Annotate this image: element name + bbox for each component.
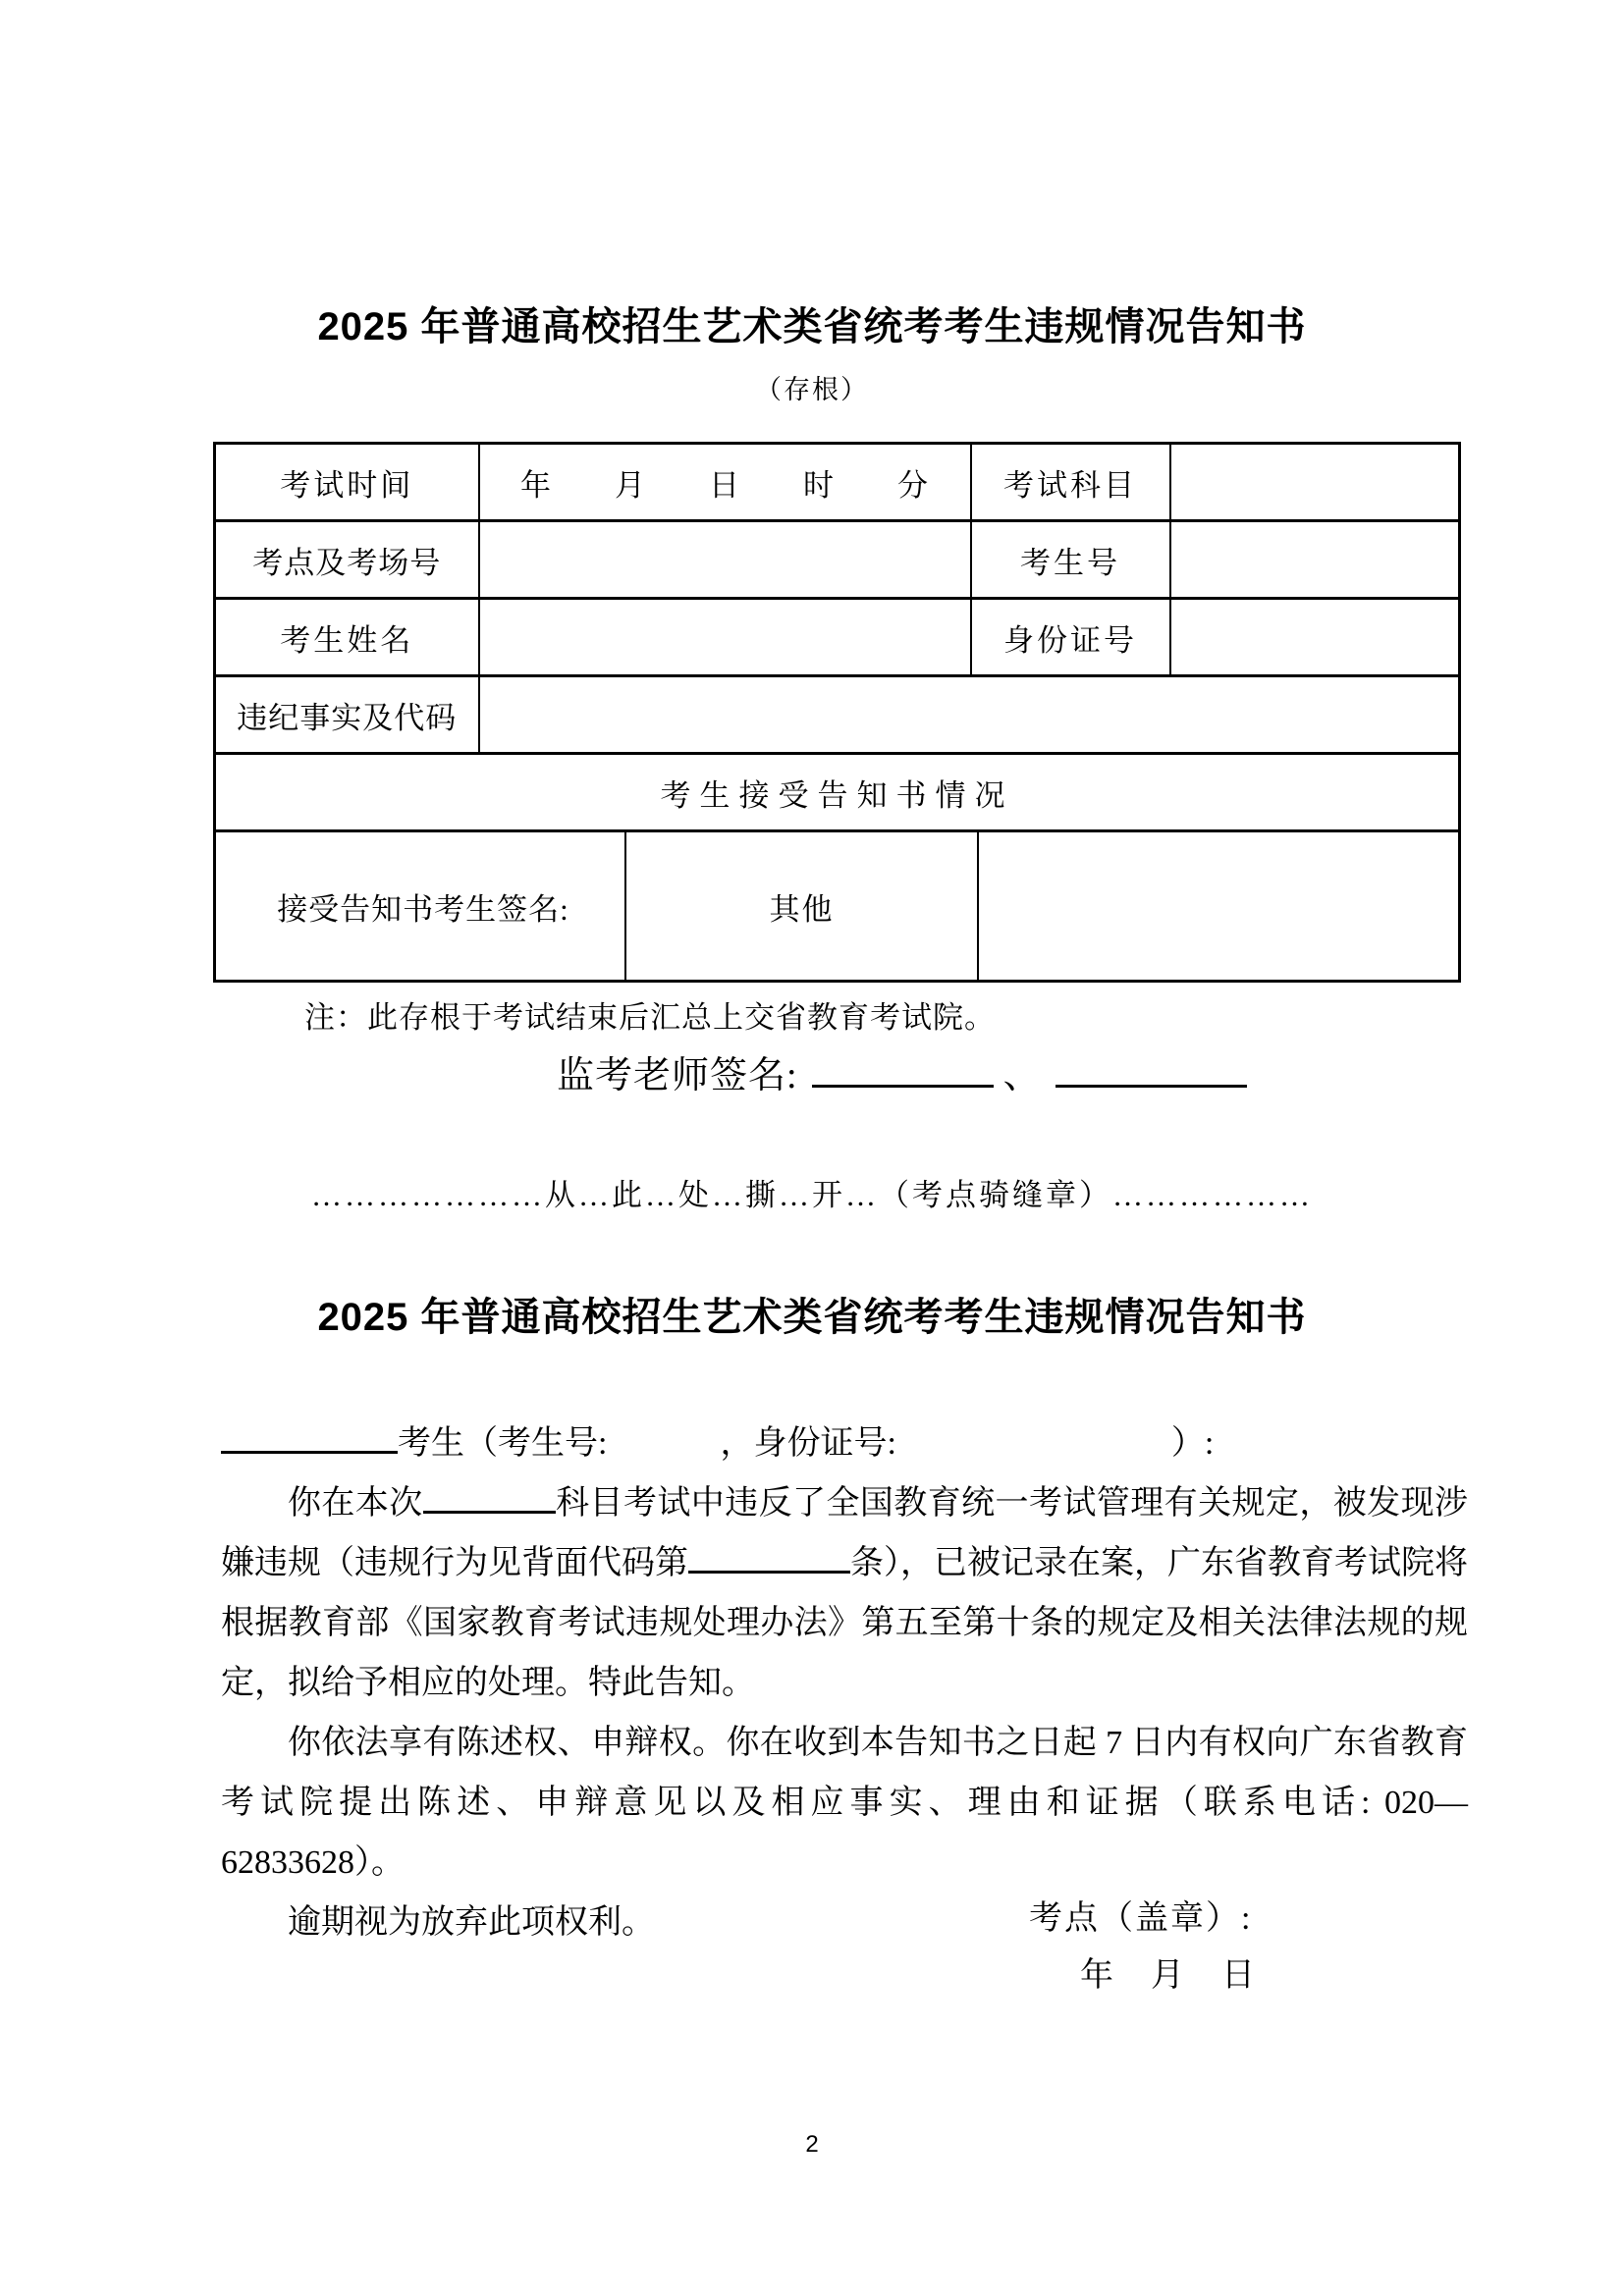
table-row-site (215, 521, 1460, 599)
subject-blank (423, 1503, 556, 1514)
violation-value (479, 676, 1460, 754)
violation-label: 违纪事实及代码 (215, 676, 479, 754)
notice-paragraph-1 (221, 1473, 1468, 1713)
table-row-signature (215, 831, 1460, 982)
stub-title: 2025 年普通高校招生艺术类省统考考生违规情况告知书 (317, 305, 1307, 348)
candidate-name-label: 考生姓名 (215, 599, 479, 676)
receipt-header: 考生接受告知书情况 (215, 754, 1460, 831)
table-row-name (215, 599, 1460, 676)
candidate-no-value (1170, 521, 1460, 599)
exam-subject-label: 考试科目 (971, 444, 1170, 521)
p1-seg3: 条），已被记录在案，广东省教育考试院将根据教育部《国家教育考试违规处理办法》第五至第十条的规定及相关法律法规的规定，拟给予相应的处理。特此告知。 (221, 1545, 1468, 1701)
candidate-no-space (607, 1446, 720, 1454)
stub-table (213, 442, 1461, 983)
other-value (979, 832, 1452, 980)
notice-salutation (221, 1414, 1468, 1473)
exam-time-value: 年 月 日 时 分 (479, 444, 971, 521)
exam-subject-value (1170, 444, 1460, 521)
site-room-label: 考点及考场号 (215, 521, 479, 599)
stub-note: 注：此存根于考试结束后汇总上交省教育考试院。 (304, 1000, 996, 1035)
date-line: 年 月 日 (1080, 1957, 1257, 1994)
other-label: 其他 (624, 832, 979, 980)
salutation-seg1: 考生（考生号: (398, 1425, 608, 1462)
notice-body (221, 1414, 1468, 1952)
id-no-space (896, 1446, 1171, 1454)
salutation-seg2: ，身份证号: (720, 1425, 896, 1462)
p1-seg2: 科目考试中违反了全国教育统一考试管理有关规定，被发现涉嫌违规（违规行为见背面代码第 (221, 1485, 1469, 1581)
code-number-blank (688, 1563, 850, 1574)
table-row-receipt-header (215, 754, 1460, 831)
stub-subtitle: （存根） (755, 375, 869, 404)
table-row-violation (215, 676, 1460, 754)
exam-time-label: 考试时间 (215, 444, 479, 521)
invigilator-label: 监考老师签名: (557, 1055, 798, 1096)
candidate-name-blank (221, 1443, 398, 1454)
candidate-name-value (479, 599, 971, 676)
salutation-seg3: ）: (1170, 1425, 1215, 1462)
signature-label: 接受告知书考生签名: (277, 891, 569, 927)
notice-paragraph-3: 逾期视为放弃此项权利。 (288, 1904, 655, 1941)
id-no-value (1170, 599, 1460, 676)
page-number: 2 (805, 2131, 819, 2158)
notice-title: 2025 年普通高校招生艺术类省统考考生违规情况告知书 (317, 1296, 1307, 1339)
invigilator-signature-line (557, 1048, 1247, 1103)
p1-seg1: 你在本次 (288, 1485, 423, 1522)
table-row-exam-time (215, 444, 1460, 521)
invigilator-separator: 、 (1002, 1055, 1042, 1096)
tear-line: …………………从…此…处…撕…开…（考点骑缝章）……………… (311, 1178, 1313, 1212)
candidate-no-label: 考生号 (971, 521, 1170, 599)
notice-paragraph-2: 你依法享有陈述权、申辩权。你在收到本告知书之日起 7 日内有权向广东省教育考试院提出陈述、申辩意见以及相应事实、理由和证据（联系电话: 020—62833628）。 (221, 1725, 1468, 1881)
site-room-value (479, 521, 971, 599)
invigilator-blank-1 (812, 1077, 994, 1088)
id-no-label: 身份证号 (971, 599, 1170, 676)
invigilator-blank-2 (1056, 1077, 1247, 1088)
stamp-label: 考点（盖章）: (1029, 1900, 1253, 1937)
